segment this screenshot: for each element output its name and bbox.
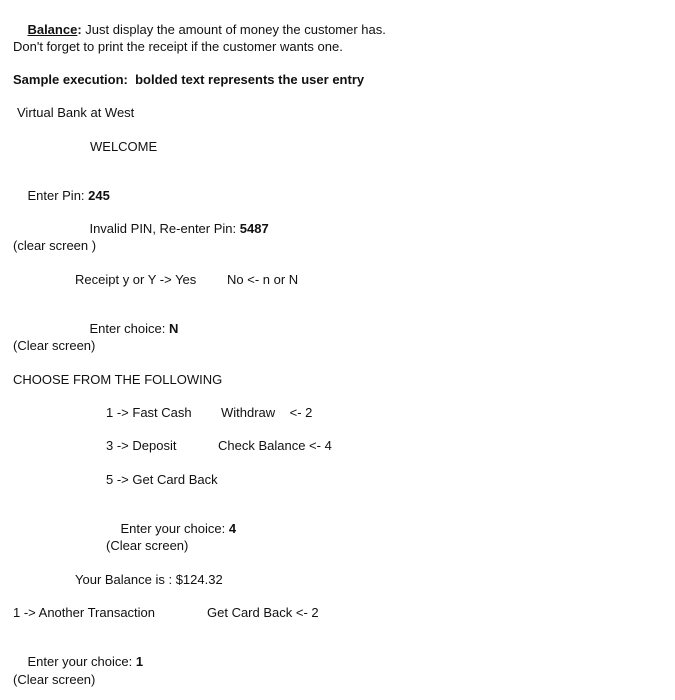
pin-entry: 245	[88, 188, 110, 203]
receipt-choice-line: Enter choice: N	[89, 321, 179, 336]
option-another-transaction: 1 -> Another Transaction	[13, 605, 156, 620]
menu-choice-line: Enter your choice: 4	[120, 521, 237, 536]
menu-option-deposit: 3 -> Deposit	[106, 438, 177, 453]
welcome-text: WELCOME	[90, 139, 158, 154]
enter-pin-line: Enter Pin: 245	[27, 188, 110, 203]
menu-option-check-balance: Check Balance <- 4	[218, 438, 332, 453]
balance-term: Balance	[27, 22, 78, 37]
reentered-pin: 5487	[239, 221, 269, 236]
bank-name: Virtual Bank at West	[17, 105, 135, 120]
receipt-note: Don't forget to print the receipt if the customer wants one.	[13, 39, 343, 54]
balance-description: Balance: Just display the amount of money the customer has.	[27, 22, 386, 37]
menu-option-get-card-back: 5 -> Get Card Back	[106, 472, 218, 487]
clear-screen-note: (Clear screen)	[13, 338, 96, 353]
clear-screen-note: (Clear screen)	[13, 672, 96, 687]
receipt-yes-option: Receipt y or Y -> Yes	[75, 272, 197, 287]
final-choice-line: Enter your choice: 1	[27, 654, 144, 669]
balance-result: Your Balance is : $124.32	[75, 572, 223, 587]
menu-heading: CHOOSE FROM THE FOLLOWING	[13, 372, 223, 387]
menu-option-withdraw: Withdraw <- 2	[221, 405, 313, 420]
option-get-card-back: Get Card Back <- 2	[207, 605, 319, 620]
sample-heading: Sample execution: bolded text represents the user entry	[13, 72, 365, 87]
menu-option-fast-cash: 1 -> Fast Cash	[106, 405, 192, 420]
receipt-no-option: No <- n or N	[227, 272, 299, 287]
clear-screen-note: (clear screen )	[13, 238, 97, 253]
menu-choice-entry: 4	[228, 521, 237, 536]
invalid-pin-line: Invalid PIN, Re-enter Pin: 5487	[89, 221, 269, 236]
clear-screen-note: (Clear screen)	[106, 538, 189, 553]
receipt-choice-entry: N	[168, 321, 179, 336]
final-choice-entry: 1	[135, 654, 144, 669]
